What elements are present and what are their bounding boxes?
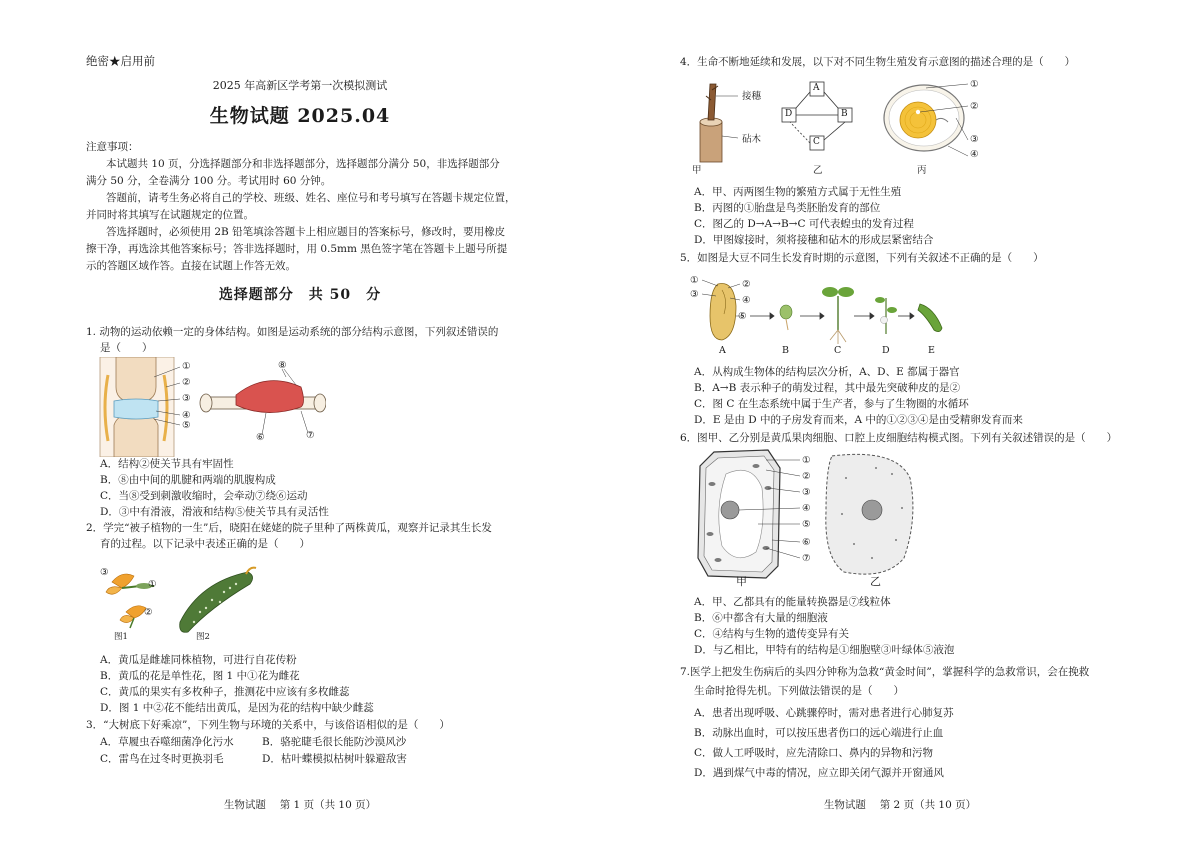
q6-option: D．与乙相比，甲特有的结构是①细胞壁③叶绿体⑤液泡 <box>694 644 955 656</box>
scion-label: 接穗 <box>742 91 762 102</box>
q5-label: ⑤ <box>738 311 747 322</box>
notes-line: 答选择题时，必须使用 2B 铅笔填涂答题卡上相应题目的答案标号，修改时，要用橡皮 <box>106 226 506 238</box>
q1-stem: 是（ ） <box>100 342 153 354</box>
sprout <box>780 305 792 330</box>
q5-option: D．E 是由 D 中的子房发育而来，A 中的①②③④是由受精卵发育而来 <box>694 414 1023 426</box>
section-title: 选择题部分 共 50 分 <box>218 287 382 303</box>
q2-option: B．黄瓜的花是单性花，图 1 中①花为雌花 <box>100 670 300 682</box>
egg-label: ④ <box>970 149 979 160</box>
q6-option: A．甲、乙都具有的能量转换器是⑦线粒体 <box>694 596 891 608</box>
q5-stem: 5．如图是大豆不同生长发育时期的示意图，下列有关叙述不正确的是（ ） <box>680 252 1044 264</box>
stage-c-caption: C <box>834 345 842 356</box>
q7-stem: 7.医学上把发生伤病后的头四分钟称为急救“黄金时间”，掌握科学的急救常识，会在挽救 <box>680 666 1090 678</box>
q5-label: ③ <box>690 289 699 300</box>
q1-option: B．⑧由中间的肌腱和两端的肌腹构成 <box>100 474 276 486</box>
soybean-growth-diagram <box>688 270 948 358</box>
flower-upper <box>106 574 154 594</box>
notes-line: 示的答题区域作答。直接在试题上作答无效。 <box>86 260 296 272</box>
q2-label: ② <box>144 607 153 618</box>
page-right <box>600 0 1200 849</box>
animal-cell <box>826 454 913 574</box>
notes-line: 并同时将其填写在试题规定的位置。 <box>86 209 254 221</box>
q5-label: ④ <box>742 295 751 306</box>
q5-option: B．A→B 表示种子的萌发过程，其中最先突破种皮的是② <box>694 382 961 394</box>
q6-label: ⑦ <box>802 553 811 564</box>
q2-stem: 2．学完“被子植物的一生”后，晓阳在姥姥的院子里种了两株黄瓜，观察并记录其生长发 <box>86 522 492 534</box>
grafting-diagram <box>700 84 738 162</box>
q5-option: A．从构成生物体的结构层次分析，A、D、E 都属于器官 <box>694 366 960 378</box>
q5-option: C．图 C 在生态系统中属于生产者，参与了生物圈的水循环 <box>694 398 969 410</box>
bone-lower <box>114 413 158 457</box>
q1-label: ⑤ <box>182 420 191 431</box>
q2-option: A．黄瓜是雌雄同株植物，可进行自花传粉 <box>100 654 297 666</box>
stage-c-label: C <box>813 137 820 147</box>
egg-label: ② <box>970 101 979 112</box>
q2-option: D．图 1 中②花不能结出黄瓜，是因为花的结构中缺少雌蕊 <box>100 702 374 714</box>
q1-option: A．结构②使关节具有牢固性 <box>100 458 234 470</box>
q2-label: ① <box>148 579 157 590</box>
q4-option: B．丙图的①胎盘是鸟类胚胎发育的部位 <box>694 202 881 214</box>
q2-figure <box>100 562 260 644</box>
q6-figure <box>696 448 926 590</box>
fig-jia-caption: 甲 <box>736 575 747 588</box>
q7-stem: 生命时抢得先机。下列做法错误的是（ ） <box>694 685 904 697</box>
q3-option: D．枯叶蝶模拟枯树叶躲避敌害 <box>262 753 407 765</box>
q3-option: C．雷鸟在过冬时更换羽毛 <box>100 753 224 765</box>
q2-option: C．黄瓜的果实有多枚种子，推测花中应该有多枚雌蕊 <box>100 686 350 698</box>
q7-option: A．患者出现呼吸、心跳骤停时，需对患者进行心肺复苏 <box>694 707 954 719</box>
q7-option: C．做人工呼吸时，应先清除口、鼻内的异物和污物 <box>694 747 934 759</box>
notes-title: 注意事项： <box>86 141 139 153</box>
q4-stem: 4．生命不断地延续和发展，以下对不同生物生殖发育示意图的描述合理的是（ ） <box>680 56 1076 68</box>
q7-option: D．遇到煤气中毒的情况，应立即关闭气源并开窗通风 <box>694 767 944 779</box>
q1-label: ① <box>182 361 191 372</box>
stage-d-label: D <box>785 109 793 119</box>
q4-option: A．甲、丙两图生物的繁殖方式属于无性生殖 <box>694 186 902 198</box>
notes-line: 擦干净，再选涂其他答案标号；答非选择题时，用 0.5mm 黑色签字笔在答题卡上题号所提 <box>86 243 508 255</box>
stage-b-label: B <box>841 109 848 119</box>
q6-label: ③ <box>802 487 811 498</box>
page-footer: 生物试题 第 1 页（共 10 页） <box>223 799 377 811</box>
fig-bing-caption: 丙 <box>917 165 927 176</box>
plant-cell <box>698 450 800 578</box>
q3-option: A．草履虫吞噬细菌净化污水 <box>100 736 234 748</box>
pod <box>918 304 942 332</box>
cucumber-fruit <box>180 568 256 633</box>
notes-line: 答题前，请考生务必将自己的学校、班级、姓名、座位号和考号填写在答题卡规定位置， <box>106 192 516 204</box>
q4-option: D．甲图嫁接时，须将接穗和砧木的形成层紧密结合 <box>694 234 934 246</box>
q1-option: C．当⑧受到刺激收缩时，会牵动⑦绕⑥运动 <box>100 490 308 502</box>
q3-stem: 3．“大树底下好乘凉”，下列生物与环境的关系中，与该俗语相似的是（ ） <box>86 719 450 731</box>
seedling <box>822 287 854 344</box>
reproduction-diagrams <box>686 76 996 180</box>
q7-option: B．动脉出血时，可以按压患者伤口的远心端进行止血 <box>694 727 944 739</box>
subject-title: 生物试题 2025.04 <box>209 105 391 127</box>
q1-label: ⑥ <box>256 432 265 443</box>
q6-option: B．⑥中都含有大量的细胞液 <box>694 612 828 624</box>
stage-a-label: A <box>813 83 820 93</box>
q2-fig1-caption: 图1 <box>114 632 128 642</box>
fig-yi-caption: 乙 <box>813 165 823 176</box>
q1-label: ② <box>182 377 191 388</box>
cell-diagrams <box>696 448 926 590</box>
egg-label: ① <box>970 79 979 90</box>
q1-figure <box>96 357 326 457</box>
q6-stem: 6．图甲、乙分别是黄瓜果肉细胞、口腔上皮细胞结构模式图。下列有关叙述错误的是（ ） <box>680 432 1118 444</box>
q1-stem: 1. 动物的运动依赖一定的身体结构。如图是运动系统的部分结构示意图，下列叙述错误的 <box>86 326 499 338</box>
q2-label: ③ <box>100 567 109 578</box>
q1-label: ⑧ <box>278 360 287 371</box>
q6-label: ④ <box>802 503 811 514</box>
page-footer: 生物试题 第 2 页（共 10 页） <box>823 799 977 811</box>
q5-figure <box>688 270 948 358</box>
flowering-plant <box>875 297 897 334</box>
q3-option: B．骆驼睫毛很长能防沙漠风沙 <box>262 736 407 748</box>
q5-label: ② <box>742 279 751 290</box>
q6-label: ⑥ <box>802 537 811 548</box>
q6-label: ① <box>802 455 811 466</box>
stage-e-caption: E <box>928 345 935 356</box>
bone-upper <box>116 357 156 403</box>
egg-diagram <box>884 84 968 156</box>
q4-option: C．图乙的 D→A→B→C 可代表蝗虫的发育过程 <box>694 218 914 230</box>
q1-label: ④ <box>182 410 191 421</box>
notes-line: 本试题共 10 页，分选择题部分和非选择题部分，选择题部分满分 50，非选择题部分 <box>106 158 500 170</box>
q1-label: ⑦ <box>306 430 315 441</box>
egg-label: ③ <box>970 134 979 145</box>
q5-label: ① <box>690 275 699 286</box>
q4-figure <box>686 76 996 180</box>
q1-option: D．③中有滑液，滑液和结构⑤使关节具有灵活性 <box>100 506 329 518</box>
q2-fig2-caption: 图2 <box>196 632 210 642</box>
q2-stem: 育的过程。以下记录中表述正确的是（ ） <box>100 538 310 550</box>
stage-d-caption: D <box>882 345 890 356</box>
q1-label: ③ <box>182 393 191 404</box>
stage-a-caption: A <box>719 345 726 356</box>
fig-yi-caption: 乙 <box>870 575 881 588</box>
secret-mark: 绝密★启用前 <box>86 54 155 68</box>
q6-option: C．④结构与生物的遗传变异有关 <box>694 628 850 640</box>
muscle-belly <box>236 381 304 413</box>
stage-b-caption: B <box>782 345 789 356</box>
exam-name: 2025 年高新区学考第一次模拟测试 <box>212 79 388 92</box>
flower-lower <box>120 606 146 628</box>
notes-line: 满分 50 分，全卷满分 100 分。考试用时 60 分钟。 <box>86 175 332 187</box>
q6-label: ⑤ <box>802 519 811 530</box>
joint-and-muscle-diagram <box>96 357 326 457</box>
q6-label: ② <box>802 471 811 482</box>
fig-jia-caption: 甲 <box>692 165 702 176</box>
stock-label: 砧木 <box>742 134 762 145</box>
